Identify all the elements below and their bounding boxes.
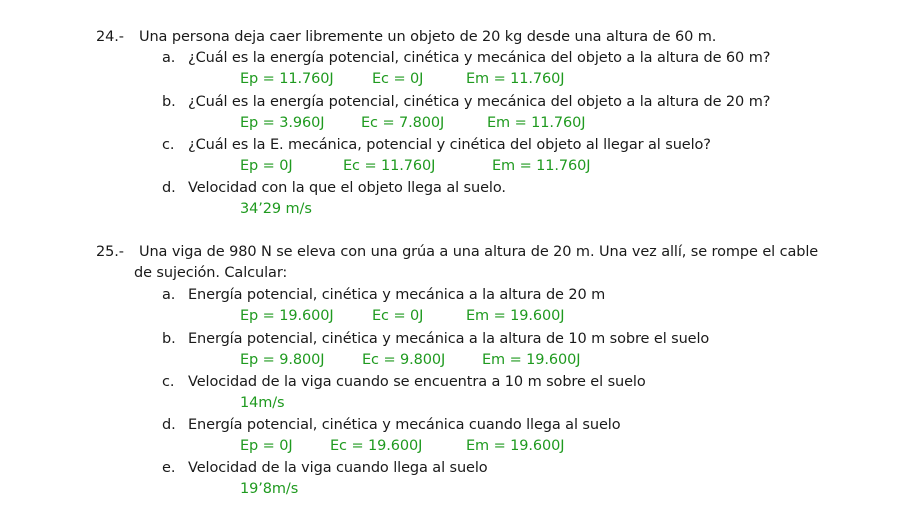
answer-em: Em = 11.760J — [466, 71, 565, 87]
problem-25-header — [96, 242, 818, 262]
answer-ep: Ep = 9.800J — [240, 352, 325, 368]
problem-statement-continued: de sujeción. Calcular: — [134, 265, 288, 281]
answer-ec: Ec = 9.800J — [362, 352, 446, 368]
problem-number: 24.- — [96, 29, 124, 45]
item-letter: d. — [162, 417, 176, 433]
answer-ec: Ec = 0J — [372, 308, 424, 324]
item-24a-question — [162, 48, 770, 68]
item-24c-answers — [0, 156, 902, 176]
item-question: Energía potencial, cinética y mecánica cuando llega al suelo — [188, 417, 621, 433]
item-25a-answers — [0, 306, 902, 326]
item-question: ¿Cuál es la energía potencial, cinética y mecánica del objeto a la altura de 20 m? — [188, 94, 771, 110]
item-question: Velocidad de la viga cuando se encuentra a 10 m sobre el suelo — [188, 374, 646, 390]
answer-ec: Ec = 0J — [372, 71, 424, 87]
problem-24-header — [96, 27, 716, 47]
answer-ep: Ep = 0J — [240, 158, 293, 174]
answer-ep: Ep = 0J — [240, 438, 293, 454]
item-letter: a. — [162, 50, 176, 66]
answer-em: Em = 19.600J — [482, 352, 581, 368]
item-question: ¿Cuál es la energía potencial, cinética y mecánica del objeto a la altura de 60 m? — [188, 50, 771, 66]
item-25c-answer: 14m/s — [240, 395, 285, 411]
item-25b-answers — [0, 350, 902, 370]
item-24d-question — [162, 178, 506, 198]
item-letter: b. — [162, 94, 176, 110]
item-letter: c. — [162, 137, 175, 153]
answer-ep: Ep = 3.960J — [240, 115, 325, 131]
answer-em: Em = 19.600J — [466, 308, 565, 324]
item-question: Velocidad de la viga cuando llega al suelo — [188, 460, 488, 476]
item-24c-question — [162, 135, 711, 155]
item-25e-question — [162, 458, 488, 478]
item-question: ¿Cuál es la E. mecánica, potencial y cinética del objeto al llegar al suelo? — [188, 137, 711, 153]
item-25a-question — [162, 285, 605, 305]
item-letter: e. — [162, 460, 176, 476]
item-letter: d. — [162, 180, 176, 196]
answer-ec: Ec = 11.760J — [343, 158, 436, 174]
item-25b-question — [162, 329, 709, 349]
item-25e-answer: 19’8m/s — [240, 481, 299, 497]
item-25d-question — [162, 415, 620, 435]
answer-ec: Ec = 19.600J — [330, 438, 423, 454]
item-question: Energía potencial, cinética y mecánica a la altura de 20 m — [188, 287, 606, 303]
answer-em: Em = 19.600J — [466, 438, 565, 454]
problem-statement: Una persona deja caer libremente un objeto de 20 kg desde una altura de 60 m. — [138, 29, 717, 45]
item-letter: b. — [162, 331, 176, 347]
item-24a-answers — [0, 69, 902, 89]
item-24d-answer: 34’29 m/s — [240, 201, 312, 217]
item-letter: a. — [162, 287, 176, 303]
item-25c-question — [162, 372, 646, 392]
answer-ep: Ep = 11.760J — [240, 71, 334, 87]
item-25d-answers — [0, 436, 902, 456]
answer-ep: Ep = 19.600J — [240, 308, 334, 324]
item-question: Energía potencial, cinética y mecánica a la altura de 10 m sobre el suelo — [188, 331, 710, 347]
item-letter: c. — [162, 374, 175, 390]
answer-ec: Ec = 7.800J — [361, 115, 445, 131]
item-24b-question — [162, 92, 770, 112]
item-24b-answers — [0, 113, 902, 133]
problem-statement: Una viga de 980 N se eleva con una grúa a una altura de 20 m. Una vez allí, se rompe el cable — [138, 244, 819, 260]
item-question: Velocidad con la que el objeto llega al suelo. — [188, 180, 506, 196]
answer-em: Em = 11.760J — [492, 158, 591, 174]
problem-number: 25.- — [96, 244, 124, 260]
answer-em: Em = 11.760J — [487, 115, 586, 131]
